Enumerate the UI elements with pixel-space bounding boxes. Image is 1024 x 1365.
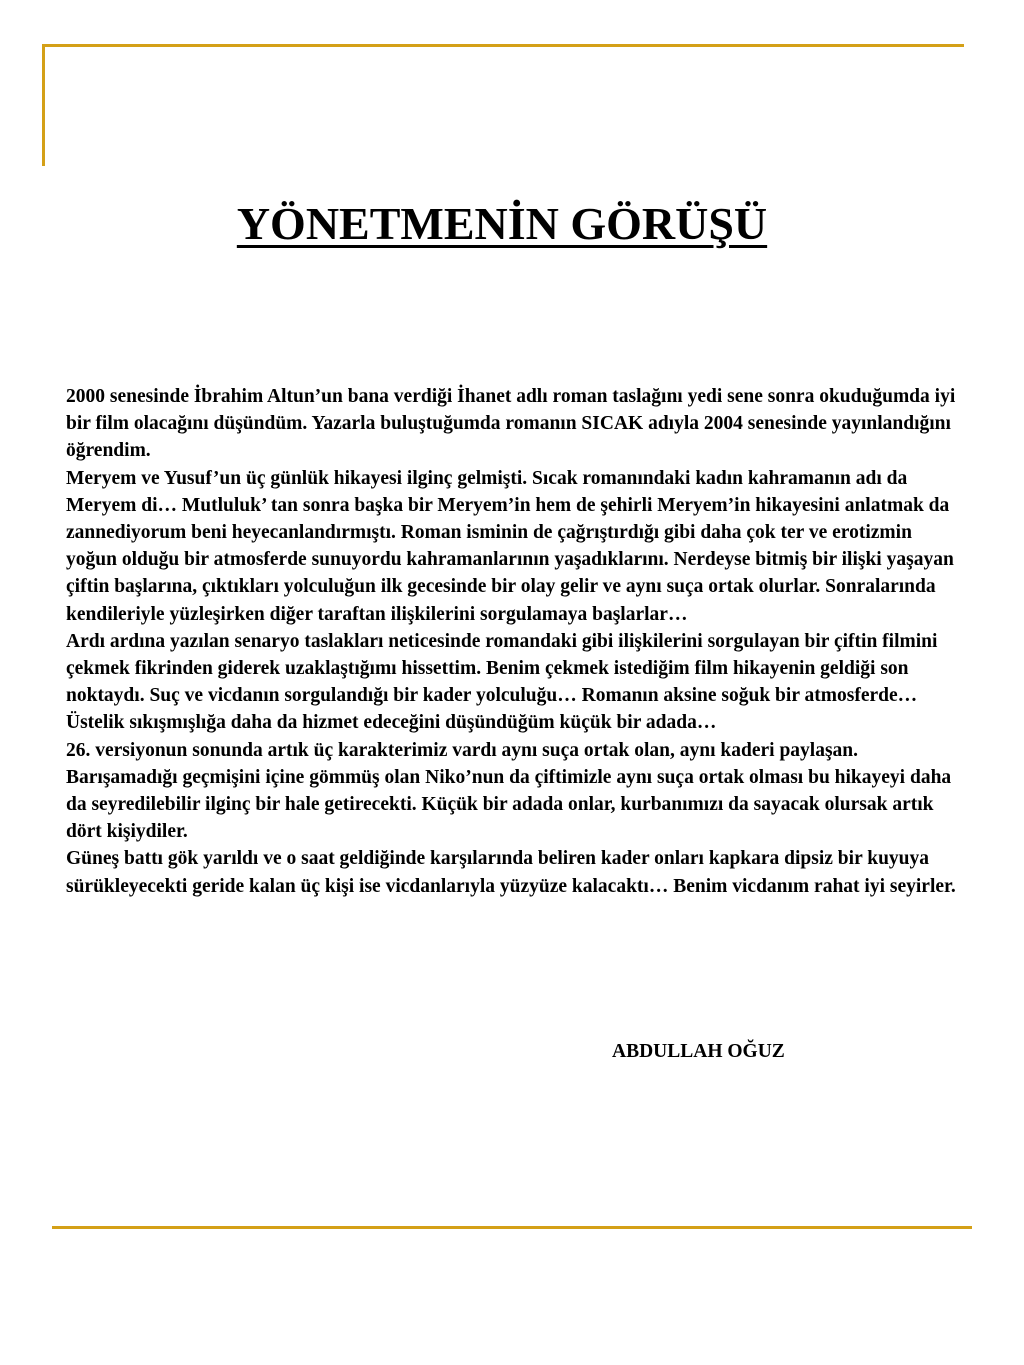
page-title [0, 196, 1004, 252]
paragraph: Meryem ve Yusuf’un üç günlük hikayesi ilginç gelmişti. Sıcak romanındaki kadın kahramanın adı da Meryem di… Mutluluk’ tan sonra başka bir Meryem’in hem de şehirli Meryem’in hikayesini anlatmak da zannediyorum beni heyecanlandırmıştı. Roman isminin de çağrıştırdığı gibi daha çok ter ve erotizmin yoğun olduğu bir atmosferde sunuyordu kahramanlarının yaşadıklarını. Nerdeyse bitmiş bir ilişki yaşayan çiftin başlarına, çıktıkları yolculuğun ilk gecesinde bir olay gelir ve aynı suça ortak olurlar. Sonralarında kendileriyle yüzleşirken diğer taraftan ilişkilerini sorgulamaya başlarlar… [66, 467, 954, 625]
frame-bottom-rule [52, 1226, 972, 1229]
frame-top-rule [42, 44, 964, 47]
paragraph: 2000 senesinde İbrahim Altun’un bana verdiği İhanet adlı roman taslağını yedi sene sonra okuduğumda iyi bir film olacağını düşündüm. Yazarla buluştuğumda romanın SICAK adıyla 2004 senesinde yayınlandığını öğrendim. [66, 386, 956, 462]
paragraph: 26. versiyonun sonunda artık üç karakterimiz vardı aynı suça ortak olan, aynı kaderi paylaşan. Barışamadığı geçmişini içine gömmüş olan Niko’nun da çiftimizle aynı suça ortak olması bu hikayeyi daha da seyredilebilir ilginç bir hale getirecekti. Küçük bir adada onlar, kurbanımızı da sayacak olursak artık dört kişiydiler. [66, 739, 952, 843]
paragraph: Ardı ardına yazılan senaryo taslakları neticesinde romandaki gibi ilişkilerini sorgulayan bir çiftin filmini çekmek fikrinden giderek uzaklaştığımı hissettim. Benim çekmek istediğim film hikayenin geldiği son noktaydı. Suç ve vicdanın sorgulandığı bir kader yolculuğu… Romanın aksine soğuk bir atmosferde… Üstelik sıkışmışlığa daha da hizmet edeceğini düşündüğüm küçük bir adada… [66, 630, 938, 734]
page-title-text: YÖNETMENİN GÖRÜŞÜ [236, 198, 768, 249]
author-signature: ABDULLAH OĞUZ [612, 1041, 785, 1062]
frame-left-rule [42, 44, 45, 166]
paragraph: Güneş battı gök yarıldı ve o saat geldiğinde karşılarında beliren kader onları kapkara dipsiz bir kuyuya sürükleyecekti geride kalan üç kişi ise vicdanlarıyla yüzyüze kalacaktı… Benim vicdanım rahat iyi seyirler. [66, 848, 956, 897]
body-text [66, 383, 966, 900]
